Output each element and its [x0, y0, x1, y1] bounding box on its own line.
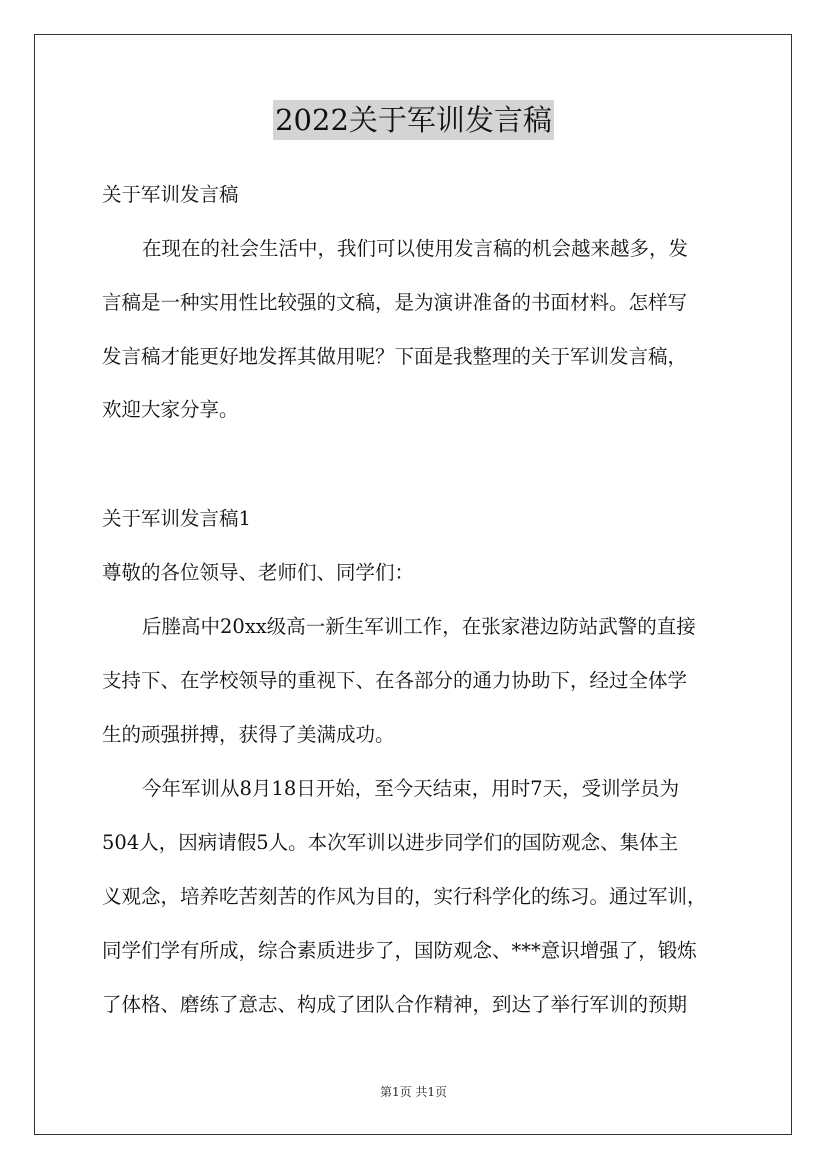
- paragraph-line: 欢迎大家分享。: [102, 398, 239, 421]
- paragraph-line: 了体格、磨练了意志、构成了团队合作精神，到达了举行军训的预期: [102, 993, 688, 1016]
- paragraph-line: 发言稿才能更好地发挥其做用呢？下面是我整理的关于军训发言稿，: [102, 345, 688, 368]
- subtitle-line: 关于军训发言稿: [102, 183, 239, 206]
- paragraph-line: 生的顽强拼搏，获得了美满成功。: [102, 723, 395, 746]
- paragraph-line: 言稿是一种实用性比较强的文稿，是为演讲准备的书面材料。怎样写: [102, 291, 688, 314]
- paragraph-line: 同学们学有所成，综合素质进步了，国防观念、***意识增强了，锻炼: [102, 939, 697, 962]
- salutation-line: 尊敬的各位领导、老师们、同学们：: [102, 561, 415, 584]
- paragraph-line: 后塍高中20xx级高一新生军训工作，在张家港边防站武警的直接: [142, 615, 696, 638]
- section-heading: 关于军训发言稿1: [102, 507, 251, 530]
- paragraph-line: 支持下、在学校领导的重视下、在各部分的通力协助下，经过全体学: [102, 669, 688, 692]
- page-footer: 第1页 共1页: [379, 1085, 448, 1099]
- paragraph-line: 今年军训从8月18日开始，至今天结束，用时7天，受训学员为: [142, 777, 680, 800]
- paragraph-line: 在现在的社会生活中，我们可以使用发言稿的机会越来越多，发: [142, 237, 689, 260]
- document-title: 2022关于军训发言稿: [273, 100, 554, 140]
- paragraph-line: 义观念，培养吃苦刻苦的作风为目的，实行科学化的练习。通过军训，: [102, 885, 707, 908]
- paragraph-line: 504人，因病请假5人。本次军训以进步同学们的国防观念、集体主: [102, 831, 679, 854]
- title-container: [0, 100, 827, 140]
